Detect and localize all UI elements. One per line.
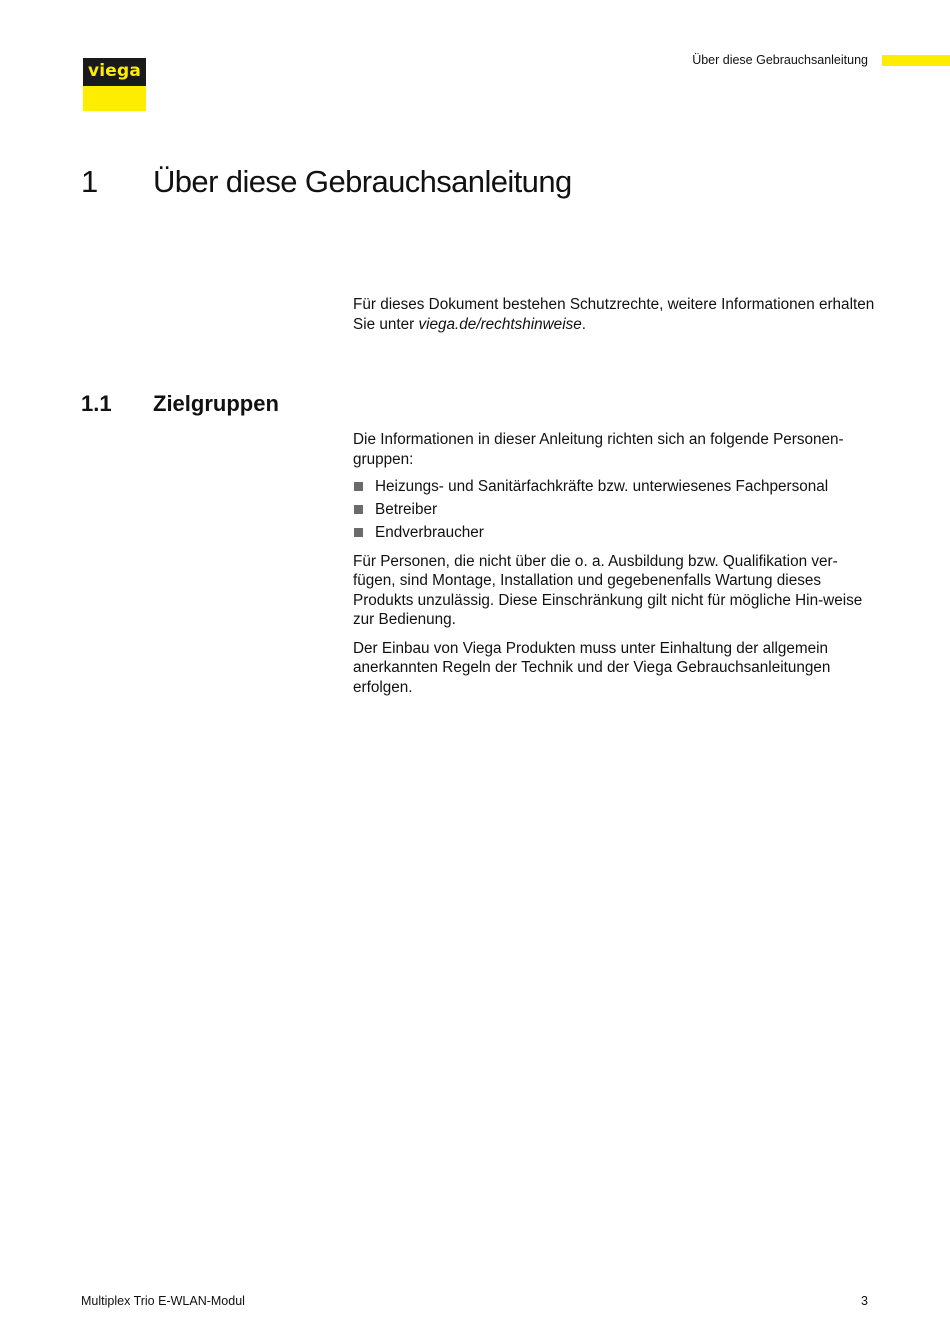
- copyright-text: Für dieses Dokument bestehen Schutzrechte, weitere Informationen erhalten Sie unter: [353, 296, 875, 333]
- logo-wordmark: viega: [87, 60, 142, 81]
- running-header: Über diese Gebrauchsanleitung: [692, 53, 868, 67]
- logo-yellow-band: [83, 86, 146, 111]
- copyright-notice: [353, 295, 878, 334]
- square-bullet-icon: [354, 505, 363, 514]
- footer-page-number: 3: [861, 1294, 868, 1308]
- list-item: [353, 477, 878, 497]
- chapter-heading: [81, 164, 572, 200]
- installation-paragraph: Der Einbau von Viega Produkten muss unter Einhaltung der allgemein anerkannten Regeln der Technik und der Viega Gebrauchsanleitungen erfolgen.: [353, 639, 831, 696]
- square-bullet-icon: [354, 528, 363, 537]
- viega-logo: [83, 58, 146, 111]
- copyright-paragraph: [353, 295, 878, 334]
- legal-notice-link[interactable]: viega.de/rechtshinweise: [418, 315, 582, 333]
- section-title: Zielgruppen: [153, 391, 279, 416]
- chapter-number: 1: [81, 164, 98, 199]
- header-accent-bar: [882, 55, 950, 66]
- copyright-period: .: [581, 315, 586, 333]
- square-bullet-icon: [354, 482, 363, 491]
- list-item: [353, 523, 878, 543]
- list-item: [353, 500, 878, 520]
- chapter-title: Über diese Gebrauchsanleitung: [153, 164, 572, 199]
- list-item-text: Heizungs- und Sanitärfachkräfte bzw. unterwiesenes Fachpersonal: [375, 478, 829, 495]
- footer-product-name: Multiplex Trio E-WLAN-Modul: [81, 1294, 245, 1308]
- logo-black-band: [83, 58, 146, 86]
- target-groups-list: [353, 477, 878, 543]
- section-number: 1.1: [81, 391, 112, 416]
- section-content: [353, 430, 878, 697]
- target-groups-lead: Die Informationen in dieser Anleitung richten sich an folgende Personen-gruppen:: [353, 431, 844, 468]
- qualification-paragraph: Für Personen, die nicht über die o. a. Ausbildung bzw. Qualifikation ver-fügen, sind Montage, Installation und gegebenenfalls Wartung dieses Produkts unzulässig. Diese Einschränkung gilt nicht für mögliche Hin-weise zur Bedienung.: [353, 552, 863, 628]
- list-item-text: Betreiber: [375, 501, 438, 518]
- list-item-text: Endverbraucher: [375, 524, 484, 541]
- section-heading: [81, 391, 279, 417]
